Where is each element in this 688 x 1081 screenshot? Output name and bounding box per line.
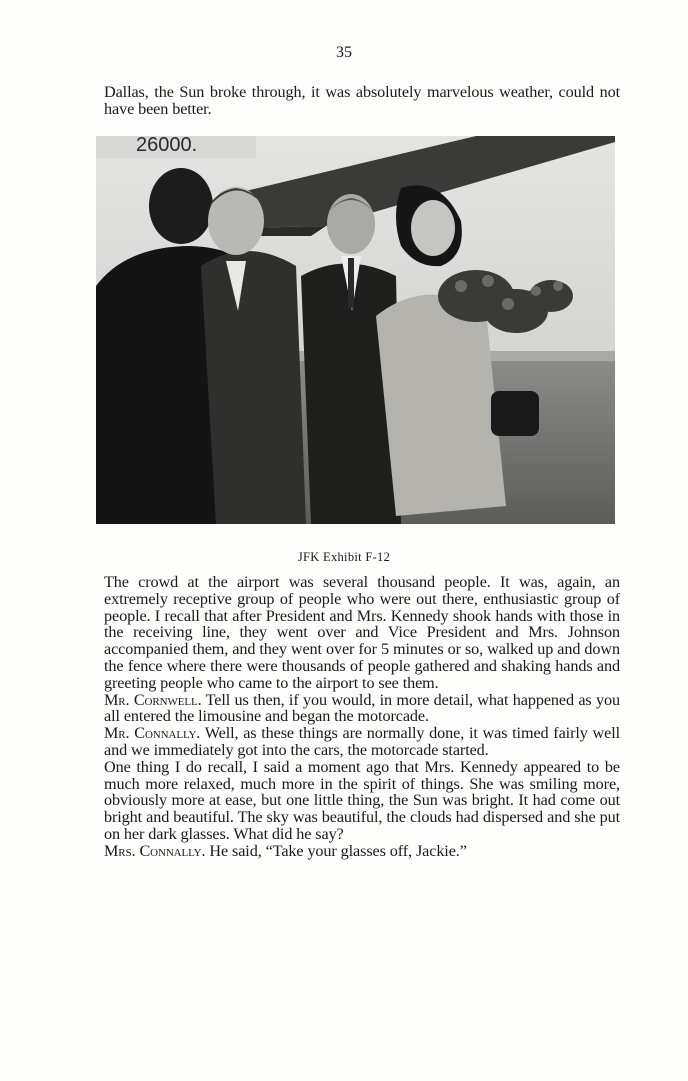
paragraph-text: Well, as these things are normally done, it was timed fairly well and we immediately got into the cars, the motorcade started.	[104, 724, 620, 759]
paragraph-continuation: Dallas, the Sun broke through, it was absolutely marvelous weather, could not have been better.	[104, 83, 620, 118]
paragraph-text: He said, “Take your glasses off, Jackie.”	[205, 841, 467, 860]
body-paragraph	[104, 843, 620, 860]
plane-marking: 26000.	[136, 136, 198, 156]
page-number: 35	[336, 44, 352, 61]
exhibit-photo	[96, 136, 615, 524]
photo-caption: JFK Exhibit F-12	[297, 550, 391, 564]
speaker-name: Mr. Cornwell.	[104, 690, 202, 709]
body-paragraph	[104, 759, 620, 843]
speaker-name: Mr. Connally.	[104, 724, 201, 743]
body-paragraph	[104, 692, 620, 726]
body-paragraph	[104, 725, 620, 759]
photo-illustration	[96, 136, 615, 524]
body-text	[104, 574, 620, 860]
paragraph-text: Tell us then, if you would, in more detail, what happened as you all entered the limousine and began the motorcade.	[104, 690, 620, 726]
top-paragraph	[104, 84, 620, 118]
paragraph-text: The crowd at the airport was several thousand people. It was, again, an extremely receptive group of people who were out there, enthusiastic group of people. I recall that after President and Mrs. Kennedy shook hands with those in the receiving line, they went over and Vice President and Mrs. Johnson accompanied them, and they went over for 5 minutes or so, walked up and down the fence where there were thousands of people gathered and shaking hands and greeting people who came to the airport to see them.	[104, 573, 620, 692]
speaker-name: Mrs. Connally.	[104, 841, 206, 860]
paragraph-text: One thing I do recall, I said a moment ago that Mrs. Kennedy appeared to be much more relaxed, much more in the spirit of things. She was smiling more, obviously more at ease, but one little thing, the Sun was bright. It had come out bright and beautiful. The sky was beautiful, the clouds had dispersed and she put on her dark glasses. What did he say?	[104, 757, 620, 843]
body-paragraph	[104, 574, 620, 692]
